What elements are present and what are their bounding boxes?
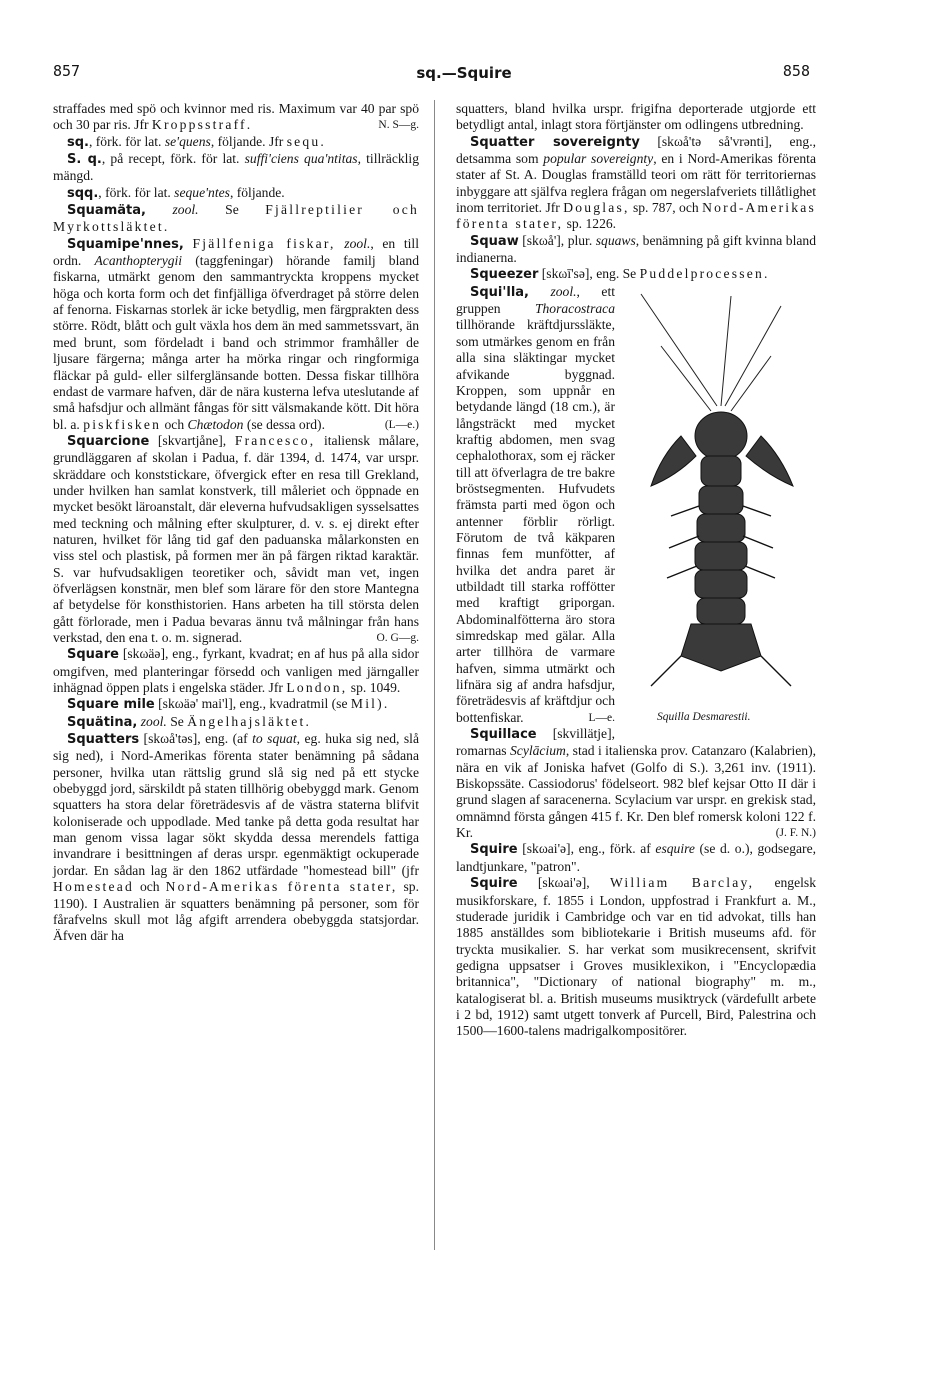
squilla-figure <box>621 286 816 726</box>
left-column <box>53 101 419 945</box>
figure-caption: Squilla Desmarestii. <box>657 711 751 724</box>
entry-squaw: Squaw [skωå'], plur. squaws, benämning på gift kvinna bland indianerna. <box>456 232 816 266</box>
entry-sqq: sqq., förk. för lat. seque'ntes, följande. <box>67 184 285 201</box>
entry-squarcione: Squarcione [skvartjåne], Francesco, italiensk målare, grundläggaren af skolan i Padua, f. där 1394, d. 1474, var urspr. skräddare och konststickare, öfvergick efter en resa till Grekland, under hvilken han samlat konstverk, till måleriet och öppnade en mycket besökt läroanstalt, där eleverna hufvudsakligen sysselsattes med teckning och målning efter skulpturer, d. v. s. ej direkt efter naturen, hvilket för lång tid gaf den paduanska målarkonsten en viss stel och plastisk, på formen mer än på färgen riktad karaktär. S. var hufvudsakligen teoretiker och, såvidt man vet, ingen öfverlägsen konstnär, men blef som lärare för den store Mantegna af betydelse för konsthistorien. Hans arbeten ha till största delen gått förlorade, men i Padua bevaras ännu två målningar från hans verkstad, den ena t. o. m. signerad. O. G—g. <box>53 432 419 645</box>
entry-continuation: straffades med spö och kvinnor med ris. Maximum var 40 par spö och 30 par ris. Jfr Kroppsstraff. N. S—g. <box>53 101 419 133</box>
entry-squire-2: Squire [skωai'ə], William Barclay, engelsk musikforskare, f. 1855 i London, uppfostrad i Frankfurt a. M., studerade juridik i Cambridge och var en tid advokat, tills han 1885 anställdes som bibliotekarie i British museums afd. för tryckta musikalier. S. har verkat som musikrecensent, skrifvit gedigna uppsatser i Groves musiklexikon, i "Encyclopædia britannica", "Dictionary of national biography" m. m., katalogiserat bl. a. British museums musiktryck (värdefullt arbete i 2 bd, 1912) samt utgett tonverk af Purcell, Bird, Palestrina och 1500—1600-talens madrigalkompositörer. <box>456 875 816 1039</box>
entry-s-q: S. q., på recept, förk. för lat. suffi'ciens qua'ntitas, tillräcklig mängd. <box>53 151 419 184</box>
right-column <box>456 101 816 1040</box>
entry-squatina: Squätina, zool. Se Ängelhajsläktet. <box>67 713 312 730</box>
entry-squatter-sovereignty: Squatter sovereignty [skωå'tə så'vrənti], eng., detsamma som popular sovereignty, en i Nord-Amerikas förenta stater af St. A. Douglas framställd teori om rätt för territoriernas inbyggare att själfva reglera frågan om negerslafveriets tillåtlighet inom territoriet. Jfr Douglas, sp. 787, och Nord-Amerikas förenta stater, sp. 1226. <box>456 133 816 232</box>
entry-sq: sq., förk. för lat. se'quens, följande. Jfr sequ. <box>67 133 327 150</box>
entry-squillace: Squillace [skvillätje], romarnas Scylācium, stad i italienska prov. Catanzaro (Kalabrien), nära en vik af Joniska hafvet (Golfo di S.). 3,261 inv. (1911). Biskopssäte. Cassiodorus' födelseort. 982 blef kejsar Otto II där i grund slagen af saracenerna. Scylacium var urspr. en grekisk stad, omnämnd första gången 415 f. Kr. Den blef romersk koloni 122 f. Kr. (J. F. N.) <box>456 726 816 841</box>
entry-square: Square [skωäə], eng., fyrkant, kvadrat; en af hus på alla sidor omgifven, med planteringar försedd och vanligen med järngaller inhägnad öppen plats i engelska städer. Jfr London, sp. 1049. <box>53 646 419 696</box>
squilla-illustration <box>621 286 816 706</box>
entry-squeezer: Squeezer [skωī'sə], eng. Se Puddelprocessen. <box>470 266 770 283</box>
page-number-right: 858 <box>782 62 810 80</box>
entry-squamipennes: Squamipe'nnes, Fjällfeniga fiskar, zool., en till ordn. Acanthopterygii (taggfeningar) hörande familj bland fiskarna, utmärkt genom den sammantryckta kroppens mycket höga och korta form och det finfjälliga öfverdraget på större delen af fenorna. Fiskarnas storlek är icke betydlig, men färgprakten dess större. Rödt, blått och gult växla hos dem än med sammetssvart, än med brunt, som fördeladt i band och strimmor framhåller de ljusare färgerna; många arter ha mörka ringar och ringformiga fläckar på guld- eller silferglänsande botten. Dessa fiskar tillhöra endast de varmare hafven, där de nära kusterna lefva uteslutande af små hafsdjur och allmänt fångas för sitt välsmakande kött. Dit höra bl. a. piskfisken och Chætodon (se dessa ord). (L—e.) <box>53 235 419 432</box>
entry-squatters: Squatters [skωå'təs], eng. (af to squat, eg. huka sig ned, slå sig ned), i Nord-Amerikas förenta stater benämning på sådana personer, hvilka utan rättslig grund slå sig ned på ett stycke obebyggd jord, särskildt på staten tillhörig obebyggd mark. Genom squatters ha stora delar företrädesvis af de västra staterna blifvit koloniserade och uppodlade. Med tanke på detta goda resultat har man genom vissa lagar sökt skydda dessa merendels fattiga invandrare i besittningen af deras urspr. egenmäktigt ockuperade jordar. En sådan lag är den 1862 utfärdade "homestead bill" (jfr Homestead och Nord-Amerikas förenta stater, sp. 1190). I Australien är squatters benämning på personer, som för fårafvelns skull mot låg afgift arrendera obebyggda statsjordar. Äfven där ha <box>53 731 419 944</box>
running-head: sq.—Squire <box>416 64 512 82</box>
entry-square-mile: Square mile [skωäə' mai'l], eng., kvadratmil (se Mil). <box>67 696 390 713</box>
entry-squamata: Squamäta, zool. Se Fjällreptilier och Myrkottsläktet. <box>53 202 420 235</box>
entry-squire-1: Squire [skωai'ə], eng., förk. af esquire (se d. o.), godsegare, landtjunkare, "patron". <box>456 841 816 874</box>
entry-squilla: Squilla Desmarestii. Squi'lla, zool., ett gruppen Thoracostraca tillhörande kräftdjurssläkte, som utmärkes genom en från alla sina släktingar mycket afvikande byggnad. Kroppen, som uppnår en betydande längd (18 cm.), är långsträckt med mycket kraftig abdomen, men svag cephalothorax, som ej räcker till att öfverlagra de tre bakre bröstsegmenten. Hufvudets främsta parti med ögon och antenner förblir rörligt. Förutom de två käkparen finnas fem munfötter, af hvilka det andra paret är utbildadt till starka roffötter med kraftigt griporgan. Abdominalfötterna äro stora simredskap med gälar. Alla arter tillhöra de varmare hafven, simma utmärkt och lifnära sig af andra hafsdjur, företrädesvis af kräftdjur och bottenfiskar. L—e. <box>456 284 816 726</box>
column-rule <box>434 100 435 1250</box>
entry-continuation-right: squatters, bland hvilka urspr. frigifna deporterade utgjorde ett betydligt antal, inlagt stora förtjänster om odlingens utbredning. <box>456 101 816 133</box>
page-number-left: 857 <box>53 62 81 80</box>
